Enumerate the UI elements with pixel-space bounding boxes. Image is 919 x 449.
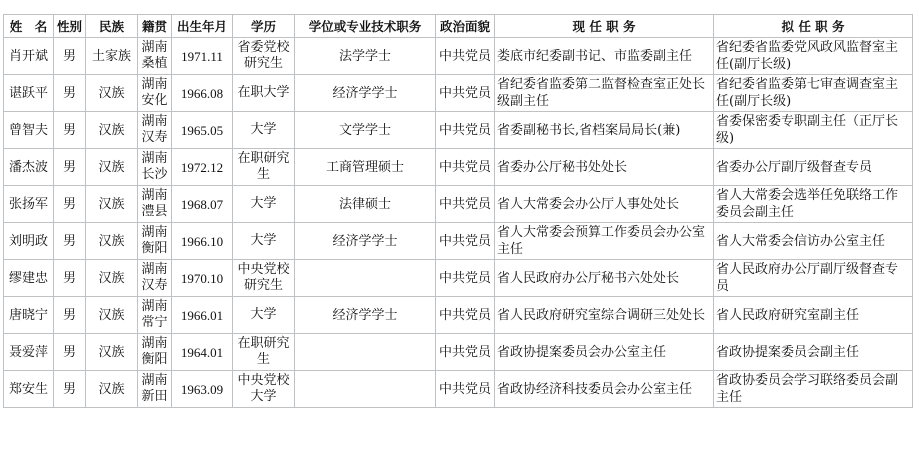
cell-ethnicity: 汉族 (86, 297, 138, 334)
cell-proposed-position: 省委办公厅副厅级督查专员 (714, 149, 913, 186)
cell-education: 中央党校大学 (233, 371, 295, 408)
cell-origin: 湖南澧县 (138, 186, 172, 223)
cell-name: 刘明政 (4, 223, 54, 260)
table-body (4, 38, 913, 408)
cell-education: 大学 (233, 223, 295, 260)
cell-name: 唐晓宁 (4, 297, 54, 334)
cell-gender: 男 (54, 223, 86, 260)
cell-gender: 男 (54, 334, 86, 371)
cell-birth: 1964.01 (172, 334, 233, 371)
cell-party: 中共党员 (436, 75, 495, 112)
cell-origin: 湖南汉寿 (138, 260, 172, 297)
cell-birth: 1966.10 (172, 223, 233, 260)
cell-degree: 法学学士 (295, 38, 436, 75)
cell-birth: 1965.05 (172, 112, 233, 149)
cell-name: 肖开斌 (4, 38, 54, 75)
cadre-table-container (3, 14, 913, 408)
cell-degree (295, 334, 436, 371)
cell-birth: 1966.08 (172, 75, 233, 112)
cell-proposed-position: 省人大常委会选举任免联络工作委员会副主任 (714, 186, 913, 223)
cell-name: 聂爱萍 (4, 334, 54, 371)
cell-ethnicity: 汉族 (86, 149, 138, 186)
cell-education: 大学 (233, 112, 295, 149)
cell-gender: 男 (54, 112, 86, 149)
cell-gender: 男 (54, 260, 86, 297)
cell-name: 缪建忠 (4, 260, 54, 297)
cell-name: 张扬军 (4, 186, 54, 223)
table-header-row (4, 15, 913, 38)
cell-birth: 1963.09 (172, 371, 233, 408)
cell-degree: 工商管理硕士 (295, 149, 436, 186)
cell-party: 中共党员 (436, 38, 495, 75)
cadre-appointment-table (3, 14, 913, 408)
cell-name: 谌跃平 (4, 75, 54, 112)
cell-current-position: 省委副秘书长,省档案局局长(兼) (495, 112, 714, 149)
table-row (4, 334, 913, 371)
cell-current-position: 省人大常委会预算工作委员会办公室主任 (495, 223, 714, 260)
table-row (4, 260, 913, 297)
cell-degree (295, 371, 436, 408)
cell-ethnicity: 汉族 (86, 223, 138, 260)
table-row (4, 297, 913, 334)
table-row (4, 186, 913, 223)
table-row (4, 38, 913, 75)
cell-current-position: 省政协提案委员会办公室主任 (495, 334, 714, 371)
cell-proposed-position: 省人民政府研究室副主任 (714, 297, 913, 334)
cell-education: 大学 (233, 297, 295, 334)
cell-party: 中共党员 (436, 186, 495, 223)
cell-birth: 1966.01 (172, 297, 233, 334)
table-row (4, 112, 913, 149)
cell-education: 在职大学 (233, 75, 295, 112)
cell-origin: 湖南桑植 (138, 38, 172, 75)
cell-proposed-position: 省政协委员会学习联络委员会副主任 (714, 371, 913, 408)
header-current-position: 现 任 职 务 (495, 15, 714, 38)
cell-origin: 湖南汉寿 (138, 112, 172, 149)
cell-current-position: 省人大常委会办公厅人事处处长 (495, 186, 714, 223)
cell-education: 大学 (233, 186, 295, 223)
header-ethnicity: 民族 (86, 15, 138, 38)
cell-birth: 1972.12 (172, 149, 233, 186)
header-degree: 学位或专业技术职务 (295, 15, 436, 38)
header-education: 学历 (233, 15, 295, 38)
cell-degree: 法律硕士 (295, 186, 436, 223)
cell-party: 中共党员 (436, 149, 495, 186)
table-row (4, 371, 913, 408)
table-row (4, 223, 913, 260)
cell-current-position: 娄底市纪委副书记、市监委副主任 (495, 38, 714, 75)
cell-party: 中共党员 (436, 260, 495, 297)
cell-degree: 经济学学士 (295, 223, 436, 260)
cell-origin: 湖南安化 (138, 75, 172, 112)
cell-proposed-position: 省人民政府办公厅副厅级督查专员 (714, 260, 913, 297)
cell-gender: 男 (54, 371, 86, 408)
cell-gender: 男 (54, 149, 86, 186)
cell-gender: 男 (54, 38, 86, 75)
header-birth: 出生年月 (172, 15, 233, 38)
table-row (4, 75, 913, 112)
cell-current-position: 省政协经济科技委员会办公室主任 (495, 371, 714, 408)
cell-gender: 男 (54, 186, 86, 223)
cell-ethnicity: 汉族 (86, 186, 138, 223)
cell-education: 中央党校研究生 (233, 260, 295, 297)
cell-current-position: 省委办公厅秘书处处长 (495, 149, 714, 186)
cell-name: 潘杰波 (4, 149, 54, 186)
cell-name: 曾智夫 (4, 112, 54, 149)
header-gender: 性别 (54, 15, 86, 38)
cell-ethnicity: 汉族 (86, 112, 138, 149)
cell-proposed-position: 省人大常委会信访办公室主任 (714, 223, 913, 260)
cell-education: 省委党校研究生 (233, 38, 295, 75)
cell-degree: 文学学士 (295, 112, 436, 149)
cell-party: 中共党员 (436, 334, 495, 371)
cell-current-position: 省纪委省监委第二监督检查室正处长级副主任 (495, 75, 714, 112)
cell-origin: 湖南长沙 (138, 149, 172, 186)
cell-origin: 湖南常宁 (138, 297, 172, 334)
cell-party: 中共党员 (436, 112, 495, 149)
cell-gender: 男 (54, 297, 86, 334)
header-origin: 籍贯 (138, 15, 172, 38)
cell-degree (295, 260, 436, 297)
cell-origin: 湖南新田 (138, 371, 172, 408)
cell-name: 郑安生 (4, 371, 54, 408)
cell-gender: 男 (54, 75, 86, 112)
cell-degree: 经济学学士 (295, 75, 436, 112)
cell-proposed-position: 省纪委省监委党风政风监督室主任(副厅长级) (714, 38, 913, 75)
header-name: 姓 名 (4, 15, 54, 38)
cell-origin: 湖南衡阳 (138, 223, 172, 260)
cell-origin: 湖南衡阳 (138, 334, 172, 371)
cell-current-position: 省人民政府研究室综合调研三处处长 (495, 297, 714, 334)
cell-education: 在职研究生 (233, 149, 295, 186)
cell-ethnicity: 汉族 (86, 75, 138, 112)
cell-degree: 经济学学士 (295, 297, 436, 334)
cell-birth: 1971.11 (172, 38, 233, 75)
cell-ethnicity: 土家族 (86, 38, 138, 75)
cell-proposed-position: 省委保密委专职副主任（正厅长级) (714, 112, 913, 149)
cell-current-position: 省人民政府办公厅秘书六处处长 (495, 260, 714, 297)
cell-party: 中共党员 (436, 371, 495, 408)
cell-proposed-position: 省纪委省监委第七审查调查室主任(副厅长级) (714, 75, 913, 112)
cell-birth: 1970.10 (172, 260, 233, 297)
cell-proposed-position: 省政协提案委员会副主任 (714, 334, 913, 371)
cell-birth: 1968.07 (172, 186, 233, 223)
cell-ethnicity: 汉族 (86, 371, 138, 408)
header-proposed-position: 拟 任 职 务 (714, 15, 913, 38)
cell-party: 中共党员 (436, 297, 495, 334)
table-row (4, 149, 913, 186)
cell-ethnicity: 汉族 (86, 260, 138, 297)
header-party: 政治面貌 (436, 15, 495, 38)
cell-education: 在职研究生 (233, 334, 295, 371)
cell-party: 中共党员 (436, 223, 495, 260)
cell-ethnicity: 汉族 (86, 334, 138, 371)
